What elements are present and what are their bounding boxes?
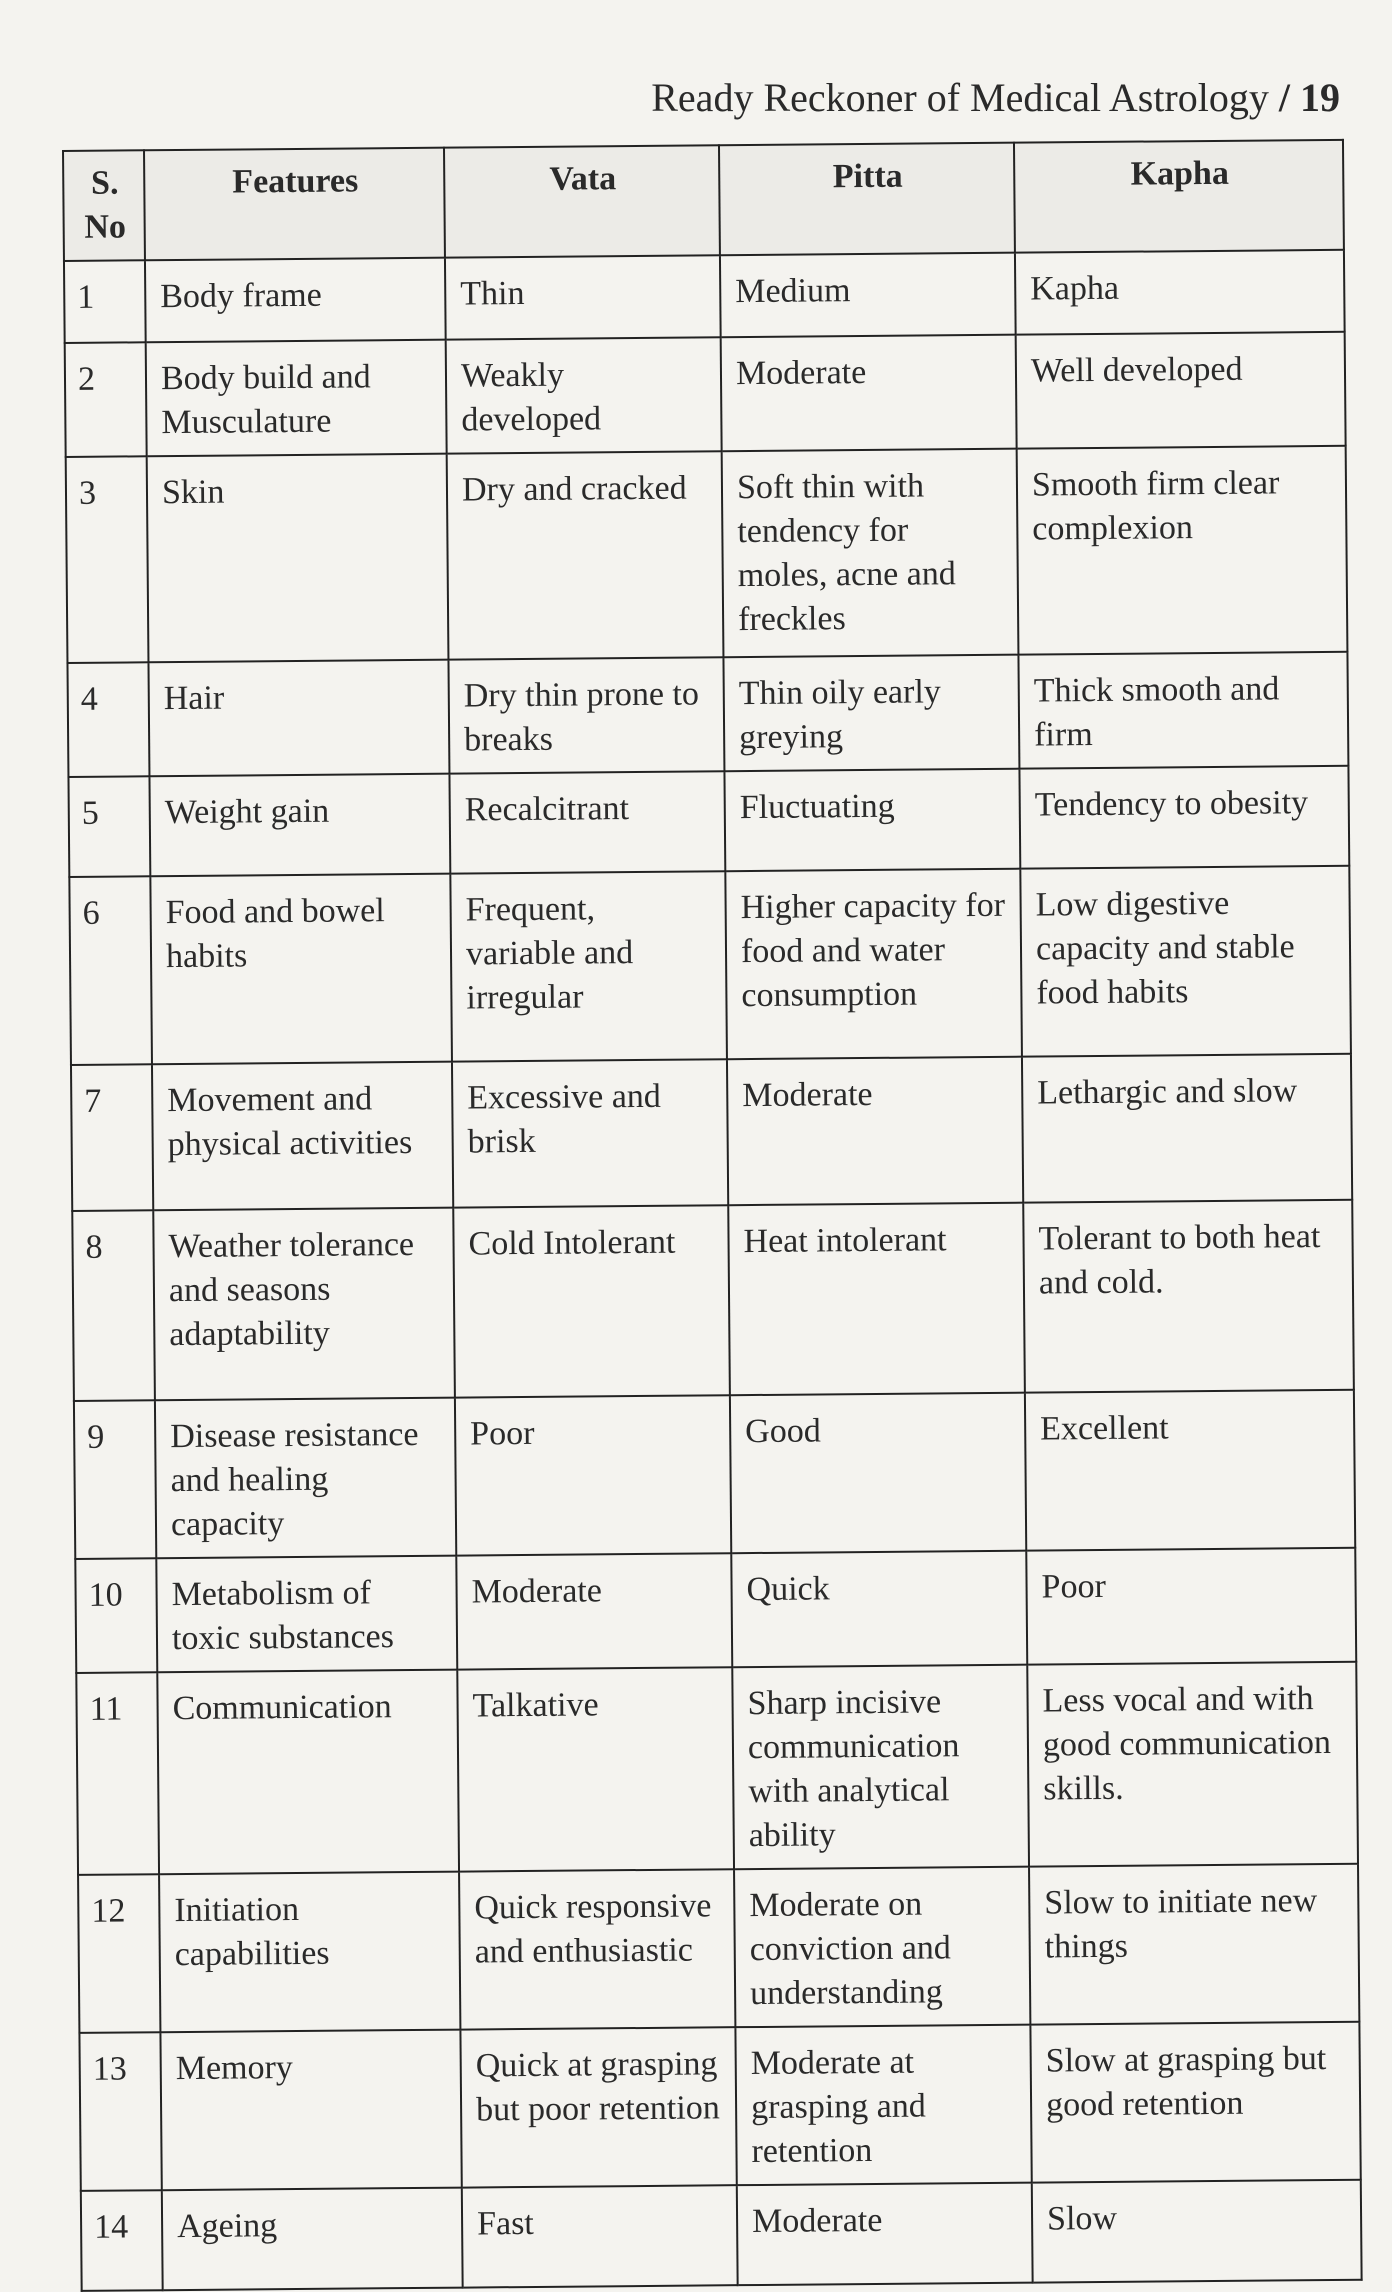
cell-sno: 2 (65, 342, 147, 457)
table-header-row (63, 140, 1344, 261)
cell-vata: Moderate (456, 1553, 732, 1669)
cell-pitta: Sharp incisive communication with analytical ability (732, 1665, 1029, 1870)
table-row (71, 1054, 1352, 1211)
cell-pitta: Moderate (721, 335, 1017, 452)
cell-feature: Communication (157, 1670, 459, 1875)
cell-pitta: Moderate (727, 1057, 1023, 1206)
table-row (74, 1390, 1355, 1559)
cell-feature: Hair (148, 660, 449, 777)
column-header-vata: Vata (444, 145, 720, 257)
cell-vata: Quick at grasping but poor retention (460, 2027, 736, 2187)
table-row (76, 1662, 1358, 1875)
cell-vata: Recalcitrant (449, 771, 725, 873)
cell-kapha: Smooth firm clear complexion (1017, 446, 1348, 655)
table-row (69, 866, 1351, 1065)
cell-sno: 14 (81, 2190, 163, 2291)
cell-feature: Ageing (162, 2188, 463, 2291)
cell-kapha: Well developed (1016, 332, 1346, 449)
cell-pitta: Moderate at grasping and retention (735, 2025, 1031, 2186)
cell-kapha: Slow (1032, 2180, 1362, 2283)
cell-pitta: Medium (720, 253, 1016, 338)
cell-vata: Dry thin prone to breaks (448, 657, 724, 773)
table-row (68, 766, 1349, 877)
cell-feature: Body build and Musculature (146, 340, 447, 457)
cell-pitta: Good (730, 1393, 1026, 1554)
column-header-kapha: Kapha (1014, 140, 1344, 253)
cell-pitta: Thin oily early greying (723, 655, 1019, 772)
cell-feature: Movement and physical activities (152, 1062, 453, 1211)
table-row (65, 332, 1346, 457)
cell-kapha: Thick smooth and firm (1018, 652, 1348, 769)
cell-kapha: Slow at grasping but good retention (1030, 2022, 1360, 2183)
cell-sno: 6 (69, 876, 152, 1065)
cell-kapha: Tendency to obesity (1019, 766, 1349, 869)
cell-sno: 12 (78, 1874, 160, 2033)
cell-pitta: Quick (731, 1551, 1027, 1668)
cell-vata: Dry and cracked (447, 451, 724, 659)
cell-vata: Quick responsive and enthusiastic (459, 1869, 735, 2029)
table-row (64, 250, 1345, 343)
cell-feature: Disease resistance and healing capacity (155, 1398, 456, 1559)
cell-vata: Cold Intolerant (453, 1205, 730, 1397)
column-header-sno (63, 150, 145, 261)
cell-kapha: Slow to initiate new things (1029, 1864, 1359, 2025)
table-row (79, 2022, 1360, 2191)
book-title: Ready Reckoner of Medical Astrology (651, 75, 1269, 120)
column-header-sno-line2: No (84, 208, 127, 246)
cell-feature: Metabolism of toxic substances (156, 1556, 457, 1673)
cell-sno: 9 (74, 1400, 156, 1559)
cell-vata: Thin (445, 255, 721, 339)
cell-kapha: Poor (1026, 1548, 1356, 1665)
cell-sno: 7 (71, 1064, 153, 1211)
cell-feature: Body frame (145, 258, 446, 343)
cell-pitta: Higher capacity for food and water consumption (725, 869, 1022, 1060)
cell-sno: 10 (75, 1558, 157, 1673)
cell-pitta: Heat intolerant (728, 1203, 1025, 1396)
cell-feature: Memory (160, 2030, 461, 2191)
dosha-comparison-table (62, 139, 1363, 2292)
cell-kapha: Lethargic and slow (1022, 1054, 1352, 1203)
cell-pitta: Moderate (737, 2183, 1033, 2286)
cell-feature: Initiation capabilities (159, 1872, 460, 2033)
cell-sno: 1 (64, 260, 146, 343)
cell-vata: Poor (455, 1395, 731, 1555)
table-row (72, 1200, 1354, 1401)
cell-kapha: Less vocal and with good communication skills. (1027, 1662, 1358, 1867)
cell-kapha: Kapha (1015, 250, 1345, 335)
column-header-features: Features (144, 148, 445, 261)
cell-pitta: Soft thin with tendency for moles, acne and freckles (722, 449, 1019, 658)
cell-vata: Weakly developed (446, 337, 722, 453)
cell-vata: Excessive and brisk (452, 1059, 728, 1207)
column-header-sno-line1: S. (90, 164, 119, 202)
cell-sno: 11 (76, 1672, 159, 1875)
cell-vata: Frequent, variable and irregular (450, 871, 727, 1061)
cell-feature: Food and bowel habits (150, 874, 452, 1065)
cell-feature: Weather tolerance and seasons adaptability (153, 1208, 455, 1401)
cell-sno: 13 (79, 2032, 161, 2191)
cell-kapha: Tolerant to both heat and cold. (1023, 1200, 1354, 1393)
cell-vata: Fast (462, 2185, 738, 2287)
cell-sno: 8 (72, 1210, 155, 1401)
cell-kapha: Low digestive capacity and stable food habits (1020, 866, 1351, 1057)
cell-pitta: Fluctuating (724, 769, 1020, 872)
column-header-pitta: Pitta (719, 143, 1015, 256)
table-row (81, 2180, 1362, 2291)
table-row (75, 1548, 1356, 1673)
page-header (651, 75, 1340, 120)
table-row (67, 652, 1348, 777)
cell-pitta: Moderate on conviction and understanding (734, 1867, 1030, 2028)
cell-vata: Talkative (457, 1667, 734, 1871)
header-separator: / (1278, 75, 1290, 120)
cell-feature: Skin (147, 454, 449, 663)
table-body (64, 250, 1362, 2291)
cell-sno: 5 (68, 776, 150, 877)
page-number: 19 (1300, 75, 1340, 120)
cell-kapha: Excellent (1025, 1390, 1355, 1551)
table-row (78, 1864, 1359, 2033)
table-row (66, 446, 1348, 663)
cell-sno: 4 (67, 662, 149, 777)
cell-feature: Weight gain (149, 774, 450, 877)
cell-sno: 3 (66, 456, 149, 663)
